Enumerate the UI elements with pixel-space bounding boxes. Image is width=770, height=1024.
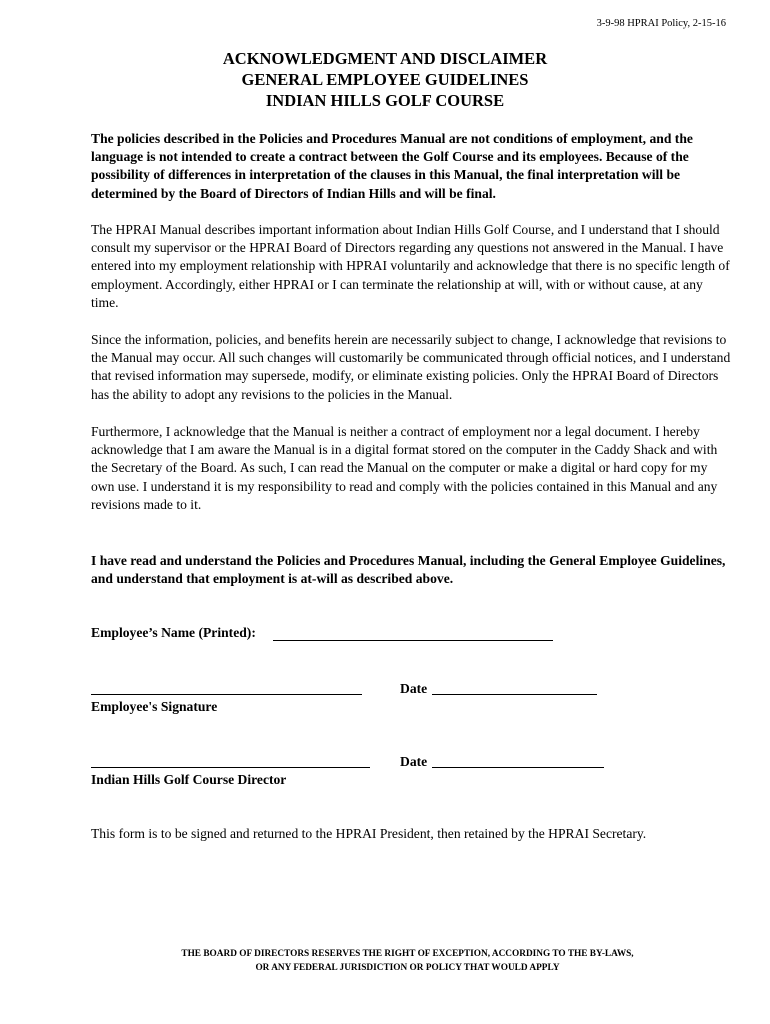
- legal-paragraph: Furthermore, I acknowledge that the Manual is neither a contract of employment nor a legal document. I hereby acknowledge that I am aware the Manual is in a digital format stored on the computer in the Caddy Shack and with the Secretary of the Board. As such, I can read the Manual on the computer or make a digital or hard copy for my own use. I understand it is my responsibility to read and comply with the policies contained in this Manual and any revisions made to it.: [91, 424, 718, 512]
- employee-date-line[interactable]: [432, 694, 597, 695]
- acknowledgment-statement: I have read and understand the Policies and Procedures Manual, including the General Employee Guidelines, and understand that employment is at-will as described above.: [91, 553, 726, 587]
- intro-paragraph: The policies described in the Policies and Procedures Manual are not conditions of employment, and the language is not intended to create a contract between the Golf Course and its employees. Because of the possibility of differences in interpretation of the clauses in this Manual, the final interpretation will be determined by the Board of Directors of Indian Hills and will be final.: [91, 131, 693, 201]
- director-label: Indian Hills Golf Course Director: [91, 772, 287, 787]
- manual-paragraph: The HPRAI Manual describes important information about Indian Hills Golf Course, and I understand that I should consult my supervisor or the HPRAI Board of Directors regarding any questions not answered in the Manual. I have entered into my employment relationship with HPRAI voluntarily and acknowledge that there is no specific length of employment. Accordingly, either HPRAI or I can terminate the relationship at will, with or without cause, at any time.: [91, 222, 730, 310]
- date-label-employee: Date: [400, 681, 428, 696]
- employee-signature-label: Employee's Signature: [91, 699, 218, 714]
- footer-line-2: OR ANY FEDERAL JURISDICTION OR POLICY THAT WOULD APPLY: [255, 963, 560, 973]
- director-date-line[interactable]: [432, 767, 604, 768]
- title-line-2: GENERAL EMPLOYEE GUIDELINES: [241, 70, 529, 89]
- employee-name-line[interactable]: [273, 640, 553, 641]
- policy-reference: 3-9-98 HPRAI Policy, 2-15-16: [596, 18, 726, 29]
- title-line-1: ACKNOWLEDGMENT AND DISCLAIMER: [222, 49, 548, 68]
- revisions-paragraph: Since the information, policies, and benefits herein are necessarily subject to change, I acknowledge that revisions to the Manual may occur. All such changes will customarily be communicated through official notices, and I understand that revised information may supersede, modify, or eliminate existing policies. Only the HPRAI Board of Directors has the ability to adopt any revisions to the policies in the Manual.: [91, 332, 731, 402]
- return-instructions: This form is to be signed and returned to the HPRAI President, then retained by the HPRAI Secretary.: [91, 826, 647, 841]
- director-signature-line[interactable]: [91, 767, 370, 768]
- document-title: [0, 48, 770, 111]
- employee-name-label: Employee’s Name (Printed):: [91, 625, 256, 640]
- employee-signature-line[interactable]: [91, 694, 362, 695]
- footer-disclaimer: [0, 947, 770, 975]
- title-line-3: INDIAN HILLS GOLF COURSE: [265, 91, 505, 110]
- footer-line-1: THE BOARD OF DIRECTORS RESERVES THE RIGHT OF EXCEPTION, ACCORDING TO THE BY-LAWS,: [181, 949, 634, 959]
- date-label-director: Date: [400, 754, 428, 769]
